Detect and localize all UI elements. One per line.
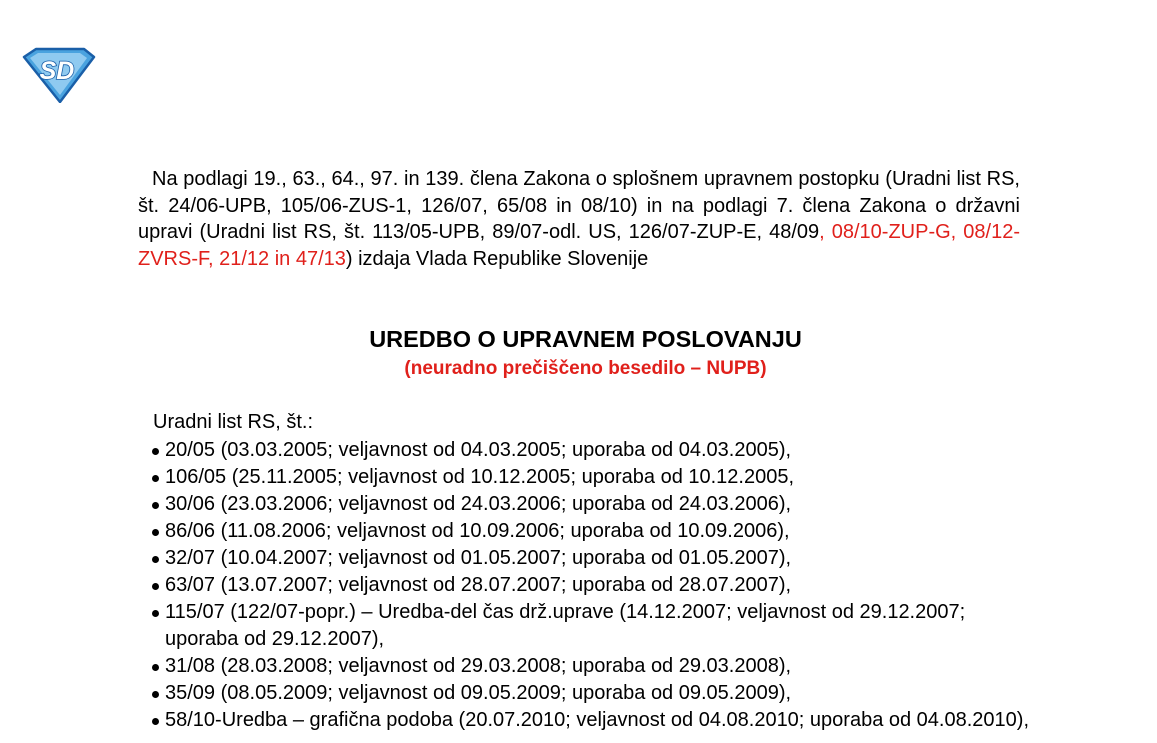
- bullet-icon: [152, 502, 159, 509]
- gazette-label: Uradni list RS, št.:: [153, 411, 314, 433]
- list-item-text: 86/06 (11.08.2006; veljavnost od 10.09.2006; uporaba od 10.09.2006),: [165, 520, 790, 542]
- list-item: [151, 680, 1031, 707]
- bullet-icon: [152, 475, 159, 482]
- bullet-icon: [152, 718, 159, 725]
- svg-text:SD: SD: [39, 57, 75, 85]
- intro-amendments-red: , 08/10-ZUP-G, 08/12-ZVRS-F, 21/12 in 47/13: [138, 221, 1020, 270]
- list-item-text: 63/07 (13.07.2007; veljavnost od 28.07.2007; uporaba od 28.07.2007),: [165, 574, 792, 596]
- bullet-icon: [152, 529, 159, 536]
- list-item: [151, 599, 1031, 653]
- document-subtitle: (neuradno prečiščeno besedilo – NUPB): [404, 358, 767, 379]
- list-item: [151, 491, 1031, 518]
- bullet-icon: [152, 610, 159, 617]
- list-item-text: 115/07 (122/07-popr.) – Uredba-del čas drž.uprave (14.12.2007; veljavnost od 29.12.2007; uporaba od 29.12.2007),: [165, 601, 966, 650]
- intro-text-end: ) izdaja Vlada Republike Slovenije: [345, 247, 649, 270]
- bullet-icon: [152, 583, 159, 590]
- list-item-text: 58/10-Uredba – grafična podoba (20.07.2010; veljavnost od 04.08.2010; uporaba od 04.08.2010),: [165, 709, 1029, 731]
- list-item: [151, 437, 1031, 464]
- list-item-text: 32/07 (10.04.2007; veljavnost od 01.05.2007; uporaba od 01.05.2007),: [165, 547, 792, 569]
- list-item: [151, 518, 1031, 545]
- list-item: [151, 707, 1031, 734]
- list-item: [151, 464, 1031, 491]
- bullet-icon: [152, 556, 159, 563]
- sd-logo: [22, 47, 96, 103]
- list-item: [151, 572, 1031, 599]
- bullet-icon: [152, 691, 159, 698]
- list-item: [151, 653, 1031, 680]
- intro-text: Na podlagi 19., 63., 64., 97. in 139. člena Zakona o splošnem upravnem postopku (Uradni list RS, št. 24/06-UPB, 105/06-ZUS-1, 126/07, 65/08 in 08/10) in na podlagi 7. člena Zakona o državni upravi (Uradni list RS, št. 113/05-UPB, 89/07-odl. US, 126/07-ZUP-E, 48/09: [138, 168, 1020, 244]
- intro-paragraph: [138, 166, 1020, 272]
- bullet-icon: [152, 664, 159, 671]
- list-item-text: 106/05 (25.11.2005; veljavnost od 10.12.2005; uporaba od 10.12.2005,: [165, 466, 795, 488]
- bullet-icon: [152, 448, 159, 455]
- list-item-text: 35/09 (08.05.2009; veljavnost od 09.05.2009; uporaba od 09.05.2009),: [165, 682, 792, 704]
- list-item-text: 30/06 (23.03.2006; veljavnost od 24.03.2006; uporaba od 24.03.2006),: [165, 493, 792, 515]
- list-item: [151, 545, 1031, 572]
- gazette-list: [151, 437, 1031, 734]
- list-item-text: 31/08 (28.03.2008; veljavnost od 29.03.2008; uporaba od 29.03.2008),: [165, 655, 792, 677]
- document-title: UREDBO O UPRAVNEM POSLOVANJU: [369, 326, 802, 352]
- list-item-text: 20/05 (03.03.2005; veljavnost od 04.03.2005; uporaba od 04.03.2005),: [165, 439, 792, 461]
